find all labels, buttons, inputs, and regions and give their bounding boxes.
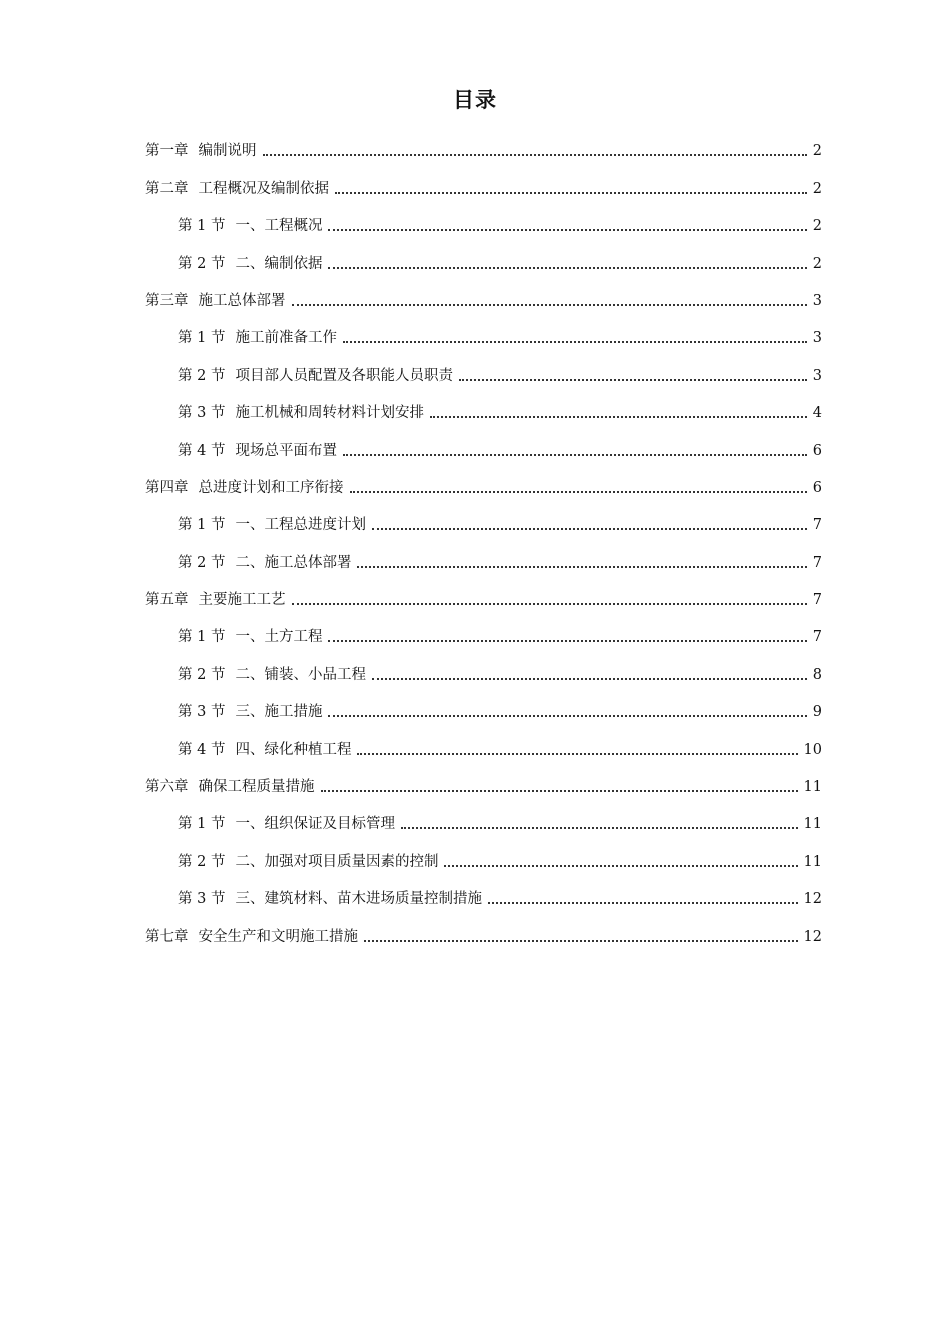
dot-leader — [343, 454, 807, 456]
dot-leader — [488, 902, 798, 904]
toc-entry-title: 一、组织保证及目标管理 — [235, 816, 395, 833]
toc-entry-title: 四、绿化种植工程 — [235, 741, 352, 758]
toc-entry-page-number: 12 — [803, 891, 822, 908]
dot-leader — [328, 267, 806, 269]
toc-entry-number: 第 4 节 — [178, 442, 226, 459]
toc-section-entry[interactable] — [145, 872, 822, 909]
toc-entry-title: 项目部人员配置及各职能人员职责 — [235, 367, 453, 384]
toc-entry-page-number: 12 — [803, 928, 822, 945]
dot-leader — [263, 154, 807, 156]
toc-section-entry[interactable] — [145, 386, 822, 423]
toc-entry-page-number: 11 — [803, 779, 822, 796]
dot-leader — [444, 865, 797, 867]
toc-entry-page-number: 7 — [812, 629, 822, 646]
toc-section-entry[interactable] — [145, 535, 822, 572]
toc-entry-page-number: 3 — [812, 367, 822, 384]
toc-entry-title: 主要施工工艺 — [198, 592, 286, 609]
toc-chapter-entry[interactable] — [145, 760, 822, 797]
dot-leader — [364, 940, 798, 942]
toc-section-entry[interactable] — [145, 199, 822, 236]
dot-leader — [321, 790, 798, 792]
toc-section-entry[interactable] — [145, 685, 822, 722]
toc-entry-title: 二、施工总体部署 — [235, 554, 352, 571]
dot-leader — [401, 827, 798, 829]
dot-leader — [343, 341, 807, 343]
toc-entry-title: 施工前准备工作 — [235, 330, 337, 347]
toc-entry-title: 三、建筑材料、苗木进场质量控制措施 — [235, 891, 482, 908]
toc-entry-page-number: 2 — [812, 180, 822, 197]
toc-entry-number: 第五章 — [145, 592, 189, 609]
toc-entry-page-number: 7 — [812, 554, 822, 571]
toc-entry-page-number: 10 — [803, 741, 822, 758]
toc-entry-number: 第 1 节 — [178, 218, 226, 235]
toc-entry-number: 第 1 节 — [178, 816, 226, 833]
dot-leader — [430, 416, 807, 418]
toc-entry-title: 一、工程总进度计划 — [235, 517, 366, 534]
toc-entry-page-number: 7 — [812, 592, 822, 609]
toc-entry-page-number: 11 — [803, 853, 822, 870]
toc-entry-page-number: 6 — [812, 479, 822, 496]
dot-leader — [328, 715, 806, 717]
toc-section-entry[interactable] — [145, 610, 822, 647]
toc-entry-number: 第 2 节 — [178, 554, 226, 571]
toc-entry-page-number: 3 — [812, 330, 822, 347]
toc-section-entry[interactable] — [145, 722, 822, 759]
toc-entry-page-number: 11 — [803, 816, 822, 833]
toc-entry-title: 施工总体部署 — [198, 292, 286, 309]
toc-entry-number: 第 2 节 — [178, 367, 226, 384]
toc-entry-title: 安全生产和文明施工措施 — [198, 928, 358, 945]
toc-entry-title: 确保工程质量措施 — [198, 779, 315, 796]
toc-entry-title: 现场总平面布置 — [235, 442, 337, 459]
toc-entry-number: 第 4 节 — [178, 741, 226, 758]
toc-entry-page-number: 8 — [812, 666, 822, 683]
toc-entry-page-number: 3 — [812, 292, 822, 309]
toc-entry-title: 施工机械和周转材料计划安排 — [235, 405, 424, 422]
dot-leader — [335, 192, 807, 194]
toc-section-entry[interactable] — [145, 647, 822, 684]
toc-chapter-entry[interactable] — [145, 161, 822, 198]
toc-entry-title: 编制说明 — [198, 143, 257, 160]
dot-leader — [459, 379, 807, 381]
toc-entry-number: 第七章 — [145, 928, 189, 945]
toc-chapter-entry[interactable] — [145, 274, 822, 311]
toc-entry-number: 第 1 节 — [178, 517, 226, 534]
toc-entry-number: 第 1 节 — [178, 330, 226, 347]
toc-entry-title: 二、加强对项目质量因素的控制 — [235, 853, 439, 870]
toc-entry-title: 二、铺装、小品工程 — [235, 666, 366, 683]
toc-section-entry[interactable] — [145, 498, 822, 535]
toc-entry-page-number: 2 — [812, 218, 822, 235]
dot-leader — [357, 566, 806, 568]
toc-title: 目录 — [453, 88, 497, 112]
toc-entry-title: 三、施工措施 — [235, 704, 323, 721]
toc-chapter-entry[interactable] — [145, 909, 822, 946]
dot-leader — [372, 528, 807, 530]
toc-entry-number: 第 2 节 — [178, 666, 226, 683]
toc-entry-number: 第六章 — [145, 779, 189, 796]
toc-entry-title: 一、工程概况 — [235, 218, 323, 235]
toc-entry-title: 工程概况及编制依据 — [198, 180, 329, 197]
toc-entry-number: 第 3 节 — [178, 891, 226, 908]
toc-section-entry[interactable] — [145, 311, 822, 348]
toc-entry-number: 第 2 节 — [178, 853, 226, 870]
toc-entry-number: 第二章 — [145, 180, 189, 197]
toc-section-entry[interactable] — [145, 834, 822, 871]
toc-entry-page-number: 6 — [812, 442, 822, 459]
table-of-contents — [145, 124, 822, 947]
dot-leader — [328, 640, 806, 642]
toc-section-entry[interactable] — [145, 348, 822, 385]
dot-leader — [350, 491, 807, 493]
toc-entry-number: 第 1 节 — [178, 629, 226, 646]
toc-entry-number: 第 3 节 — [178, 405, 226, 422]
toc-entry-page-number: 4 — [812, 405, 822, 422]
toc-entry-number: 第四章 — [145, 479, 189, 496]
toc-chapter-entry[interactable] — [145, 461, 822, 498]
toc-entry-page-number: 2 — [812, 143, 822, 160]
toc-entry-number: 第三章 — [145, 292, 189, 309]
dot-leader — [328, 229, 806, 231]
toc-chapter-entry[interactable] — [145, 573, 822, 610]
toc-entry-number: 第一章 — [145, 143, 189, 160]
toc-entry-number: 第 3 节 — [178, 704, 226, 721]
toc-chapter-entry[interactable] — [145, 124, 822, 161]
toc-section-entry[interactable] — [145, 797, 822, 834]
dot-leader — [372, 678, 807, 680]
dot-leader — [357, 753, 797, 755]
toc-entry-page-number: 9 — [812, 704, 822, 721]
toc-entry-page-number: 2 — [812, 255, 822, 272]
toc-section-entry[interactable] — [145, 236, 822, 273]
toc-entry-title: 二、编制依据 — [235, 255, 323, 272]
toc-entry-page-number: 7 — [812, 517, 822, 534]
dot-leader — [292, 603, 807, 605]
toc-entry-title: 一、土方工程 — [235, 629, 323, 646]
dot-leader — [292, 304, 807, 306]
toc-section-entry[interactable] — [145, 423, 822, 460]
toc-entry-number: 第 2 节 — [178, 255, 226, 272]
toc-entry-title: 总进度计划和工序衔接 — [198, 479, 344, 496]
